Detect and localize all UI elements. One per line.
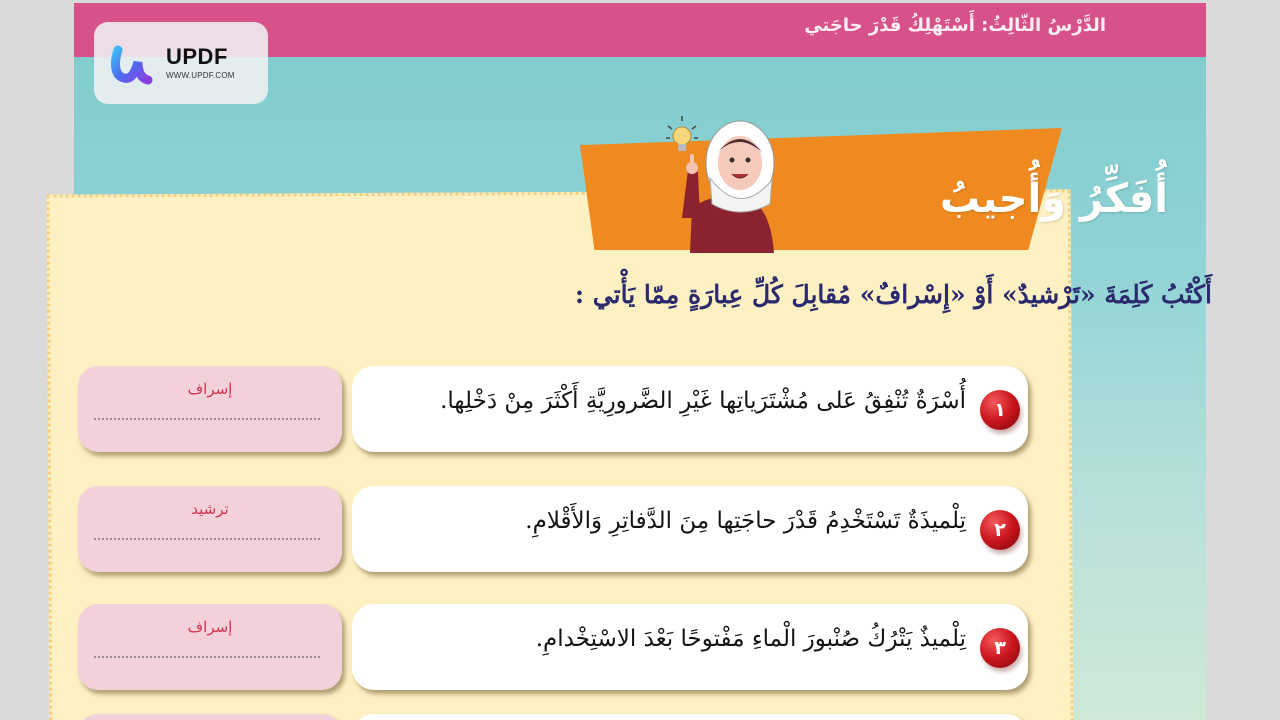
statement-card-1 <box>352 366 1028 452</box>
answer-field-3[interactable] <box>78 604 342 690</box>
statement-text: تِلْميذٌ يَتْرُكُ صُنْبورَ الْماءِ مَفْتوحًا بَعْدَ الاسْتِخْدامِ. <box>535 626 966 652</box>
statement-card-2 <box>352 486 1028 572</box>
girl-thinking-illustration <box>640 108 780 253</box>
answer-text: إسراف <box>187 618 233 636</box>
statement-card-3 <box>352 604 1028 690</box>
statement-card-4 <box>352 714 1028 720</box>
lesson-title: الدَّرْسُ الثّالِثُ: أَسْتَهْلِكُ قَدْرَ حاجَتي <box>804 15 1106 36</box>
number-badge: ٣ <box>980 628 1020 668</box>
answer-dotted-line <box>94 418 320 420</box>
section-title: أُفَكِّرُ وَأُجيبُ <box>939 176 1168 222</box>
answer-field-2[interactable] <box>78 486 342 572</box>
exercise-row-4 <box>78 714 1028 720</box>
updf-logo-icon <box>108 40 154 86</box>
updf-url: WWW.UPDF.COM <box>166 71 235 80</box>
answer-field-4[interactable] <box>78 714 342 720</box>
exercise-instruction: أَكْتُبُ كَلِمَةَ «تَرْشيدٌ» أَوْ «إِسْرافٌ» مُقابِلَ كُلِّ عِبارَةٍ مِمّا يَأْتي : <box>574 280 1212 309</box>
answer-text: إسراف <box>187 380 233 398</box>
answer-dotted-line <box>94 538 320 540</box>
answer-dotted-line <box>94 656 320 658</box>
statement-text: تِلْميذَةٌ تَسْتَخْدِمُ قَدْرَ حاجَتِها مِنَ الدَّفاتِرِ وَالأَقْلامِ. <box>525 508 966 534</box>
exercise-row-3 <box>78 604 1028 692</box>
answer-field-1[interactable] <box>78 366 342 452</box>
exercise-row-2 <box>78 486 1028 574</box>
statement-text: أُسْرَةٌ تُنْفِقُ عَلى مُشْتَرَياتِها غَيْرِ الضَّرورِيَّةِ أَكْثَرَ مِنْ دَخْلِها. <box>440 388 966 414</box>
updf-name: UPDF <box>166 44 228 69</box>
answer-text: ترشيد <box>191 500 229 518</box>
updf-watermark <box>94 22 268 104</box>
exercise-row-1 <box>78 366 1028 454</box>
number-badge: ٢ <box>980 510 1020 550</box>
number-badge: ١ <box>980 390 1020 430</box>
lightbulb-icon <box>666 116 698 151</box>
